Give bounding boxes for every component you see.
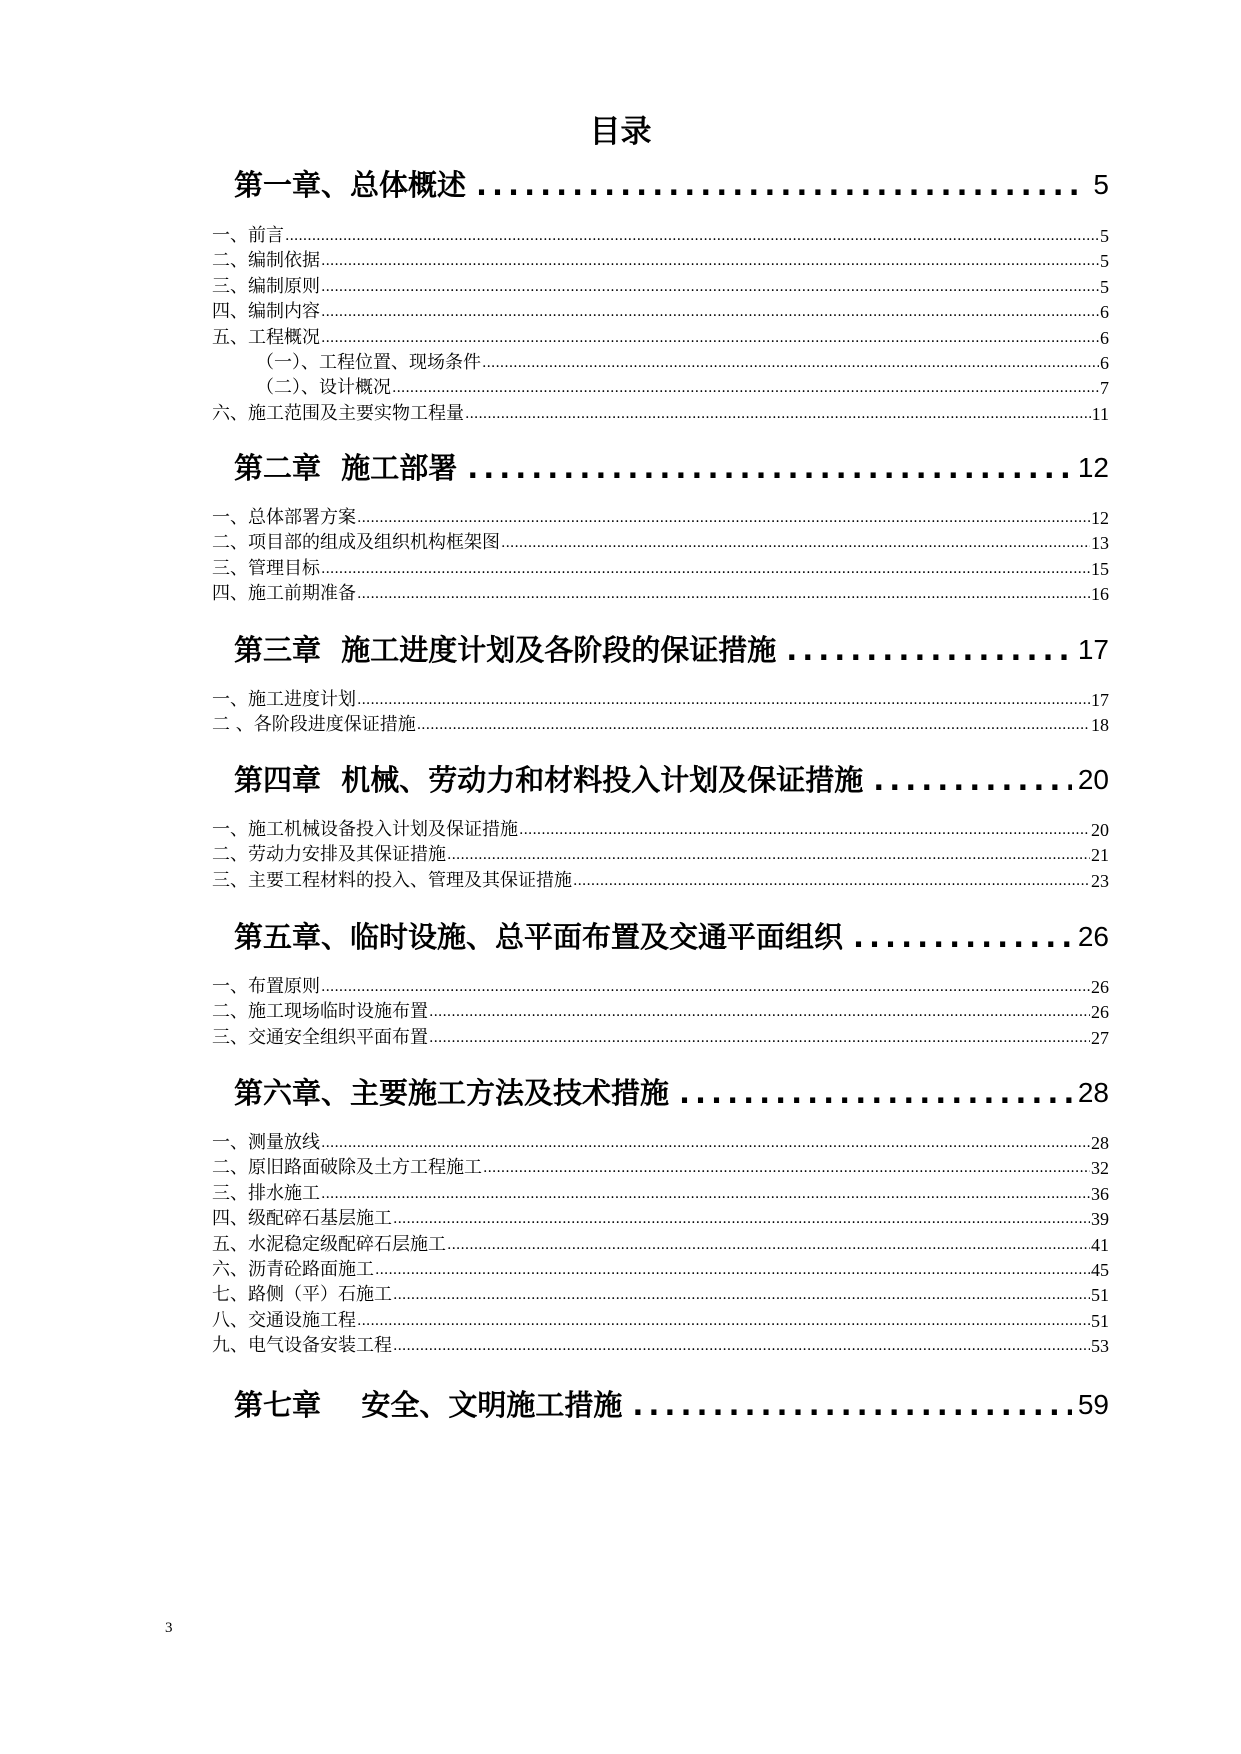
toc-entry[interactable] <box>212 687 1109 713</box>
toc-entry[interactable] <box>212 842 1109 868</box>
dot-leader <box>679 1071 1072 1115</box>
entry-page-number: 16 <box>1091 584 1109 605</box>
page-title: 目录 <box>589 114 652 150</box>
chapter-page-number: 20 <box>1077 764 1109 795</box>
chapter-page-number: 26 <box>1077 921 1109 952</box>
dot-leader <box>357 581 1090 607</box>
entry-page-number: 15 <box>1091 558 1109 579</box>
entry-title: 七、路侧（平）石施工 <box>212 1284 392 1306</box>
toc-entry[interactable] <box>212 1130 1109 1156</box>
entry-page-number: 7 <box>1100 378 1109 399</box>
dot-leader <box>465 401 1091 427</box>
entry-page-number: 41 <box>1091 1234 1109 1255</box>
entry-page-number: 5 <box>1100 276 1109 297</box>
dot-leader <box>853 915 1072 959</box>
dot-leader <box>429 999 1090 1025</box>
dot-leader <box>285 223 1099 249</box>
toc-entry[interactable] <box>212 1232 1109 1258</box>
toc-entry[interactable] <box>212 401 1109 427</box>
chapter-title: 第七章 安全、文明施工措施 <box>234 1388 623 1422</box>
toc-entry[interactable] <box>212 299 1109 325</box>
toc-entry[interactable] <box>212 712 1109 738</box>
dot-leader <box>321 299 1099 325</box>
chapter-heading[interactable] <box>234 1383 1109 1427</box>
dot-leader <box>447 842 1090 868</box>
dot-leader <box>321 325 1099 351</box>
entry-title: 六、施工范围及主要实物工程量 <box>212 402 464 424</box>
toc-entry[interactable] <box>212 1308 1109 1334</box>
entry-page-number: 17 <box>1091 690 1109 710</box>
dot-leader <box>483 1155 1090 1181</box>
dot-leader <box>321 274 1099 300</box>
dot-leader <box>476 163 1087 207</box>
toc-entry[interactable] <box>212 581 1109 607</box>
toc-entry[interactable] <box>212 325 1109 351</box>
dot-leader <box>573 868 1090 894</box>
entry-title: 九、电气设备安装工程 <box>212 1335 392 1357</box>
toc-entry[interactable] <box>212 999 1109 1025</box>
dot-leader <box>447 1232 1090 1258</box>
entry-title: 二、项目部的组成及组织机构框架图 <box>212 532 500 554</box>
toc-entry[interactable] <box>212 1181 1109 1207</box>
entry-title: 一、前言 <box>212 225 284 246</box>
chapter-title: 第二章 施工部署 <box>234 451 458 485</box>
entry-title: 三、交通安全组织平面布置 <box>212 1026 428 1048</box>
entry-title: 五、水泥稳定级配碎石层施工 <box>212 1233 446 1255</box>
entry-title: 一、总体部署方案 <box>212 507 356 528</box>
chapter-title: 第四章 机械、劳动力和材料投入计划及保证措施 <box>234 763 864 797</box>
entry-title: 四、施工前期准备 <box>212 583 356 605</box>
entry-title: 三、编制原则 <box>212 275 320 297</box>
entry-title: 一、布置原则 <box>212 976 320 997</box>
entry-title: （二）、设计概况 <box>256 377 391 399</box>
dot-leader <box>417 712 1090 738</box>
entry-page-number: 6 <box>1100 327 1109 348</box>
dot-leader <box>321 974 1090 1000</box>
dot-leader <box>632 1383 1071 1427</box>
dot-leader <box>786 628 1072 672</box>
toc-entry[interactable] <box>212 274 1109 300</box>
entry-page-number: 11 <box>1091 403 1109 424</box>
toc-entry[interactable] <box>212 1333 1109 1359</box>
dot-leader <box>321 248 1099 274</box>
dot-leader <box>393 1333 1090 1359</box>
chapter-page-number: 12 <box>1077 452 1109 483</box>
dot-leader <box>392 375 1099 401</box>
entry-title: 二 、各阶段进度保证措施 <box>212 714 416 736</box>
toc-entry[interactable] <box>212 1155 1109 1181</box>
toc-subentry[interactable] <box>256 375 1109 401</box>
dot-leader <box>482 350 1099 376</box>
chapter-title: 第三章 施工进度计划及各阶段的保证措施 <box>234 633 777 667</box>
entry-title: 三、主要工程材料的投入、管理及其保证措施 <box>212 869 572 891</box>
dot-leader <box>393 1206 1090 1232</box>
dot-leader <box>375 1257 1090 1283</box>
entry-page-number: 39 <box>1091 1209 1109 1230</box>
entry-page-number: 12 <box>1091 508 1109 528</box>
chapter-heading[interactable] <box>234 446 1109 490</box>
toc-entry[interactable] <box>212 868 1109 894</box>
entry-page-number: 36 <box>1091 1183 1109 1204</box>
entry-title: 一、测量放线 <box>212 1132 320 1153</box>
entry-page-number: 51 <box>1091 1285 1109 1306</box>
entry-title: 八、交通设施工程 <box>212 1309 356 1331</box>
entry-page-number: 5 <box>1100 226 1109 246</box>
entry-title: （一）、工程位置、现场条件 <box>256 352 481 373</box>
dot-leader <box>321 1130 1090 1156</box>
entry-page-number: 26 <box>1091 977 1109 997</box>
entry-page-number: 6 <box>1100 353 1109 373</box>
dot-leader <box>357 1308 1090 1334</box>
toc-entry[interactable] <box>212 974 1109 1000</box>
dot-leader <box>501 530 1090 556</box>
toc-entry[interactable] <box>212 817 1109 843</box>
entry-page-number: 32 <box>1091 1158 1109 1179</box>
dot-leader <box>321 1181 1090 1207</box>
entry-page-number: 21 <box>1091 845 1109 866</box>
entry-title: 五、工程概况 <box>212 326 320 348</box>
entry-page-number: 18 <box>1091 715 1109 736</box>
chapter-title: 第六章、主要施工方法及技术措施 <box>234 1076 670 1110</box>
entry-title: 一、施工机械设备投入计划及保证措施 <box>212 819 518 840</box>
entry-page-number: 27 <box>1091 1027 1109 1048</box>
entry-page-number: 51 <box>1091 1310 1109 1331</box>
entry-title: 二、原旧路面破除及土方工程施工 <box>212 1157 482 1179</box>
chapter-heading[interactable] <box>234 758 1109 802</box>
toc-entry[interactable] <box>212 1206 1109 1232</box>
toc-entry[interactable] <box>212 248 1109 274</box>
entry-page-number: 6 <box>1100 302 1109 323</box>
chapter-heading[interactable] <box>234 915 1109 959</box>
entry-page-number: 45 <box>1091 1260 1109 1280</box>
dot-leader <box>467 446 1072 490</box>
entry-title: 三、管理目标 <box>212 557 320 579</box>
toc-entry[interactable] <box>212 1282 1109 1308</box>
entry-page-number: 53 <box>1091 1336 1109 1357</box>
entry-title: 二、劳动力安排及其保证措施 <box>212 844 446 866</box>
dot-leader <box>357 687 1090 713</box>
chapter-heading[interactable] <box>234 1071 1109 1115</box>
chapter-page-number: 28 <box>1077 1077 1109 1108</box>
dot-leader <box>873 758 1072 802</box>
entry-title: 二、编制依据 <box>212 250 320 272</box>
chapter-page-number: 5 <box>1093 169 1109 200</box>
entry-title: 三、排水施工 <box>212 1182 320 1204</box>
entry-title: 六、沥青砼路面施工 <box>212 1259 374 1280</box>
entry-page-number: 23 <box>1091 870 1109 891</box>
toc-entry[interactable] <box>212 556 1109 582</box>
entry-title: 一、施工进度计划 <box>212 689 356 710</box>
dot-leader <box>321 556 1090 582</box>
entry-page-number: 20 <box>1091 820 1109 840</box>
toc-entry[interactable] <box>212 505 1109 531</box>
dot-leader <box>429 1025 1090 1051</box>
toc-entry[interactable] <box>212 530 1109 556</box>
toc-subentry[interactable] <box>256 350 1109 376</box>
footer-page-number: 3 <box>165 1620 173 1636</box>
entry-title: 二、施工现场临时设施布置 <box>212 1001 428 1023</box>
entry-page-number: 5 <box>1100 251 1109 272</box>
entry-page-number: 13 <box>1091 533 1109 554</box>
chapter-title: 第五章、临时设施、总平面布置及交通平面组织 <box>234 920 844 954</box>
entry-page-number: 28 <box>1091 1133 1109 1153</box>
entry-page-number: 26 <box>1091 1002 1109 1023</box>
chapter-heading[interactable] <box>234 163 1109 207</box>
dot-leader <box>519 817 1090 843</box>
toc-entry[interactable] <box>212 223 1109 249</box>
chapter-title: 第一章、总体概述 <box>234 168 467 202</box>
chapter-heading[interactable] <box>234 628 1109 672</box>
entry-title: 四、级配碎石基层施工 <box>212 1208 392 1230</box>
dot-leader <box>393 1282 1090 1308</box>
chapter-page-number: 59 <box>1077 1389 1109 1420</box>
dot-leader <box>357 505 1090 531</box>
toc-entry[interactable] <box>212 1025 1109 1051</box>
chapter-page-number: 17 <box>1077 634 1109 665</box>
entry-title: 四、编制内容 <box>212 301 320 323</box>
toc-entry[interactable] <box>212 1257 1109 1283</box>
